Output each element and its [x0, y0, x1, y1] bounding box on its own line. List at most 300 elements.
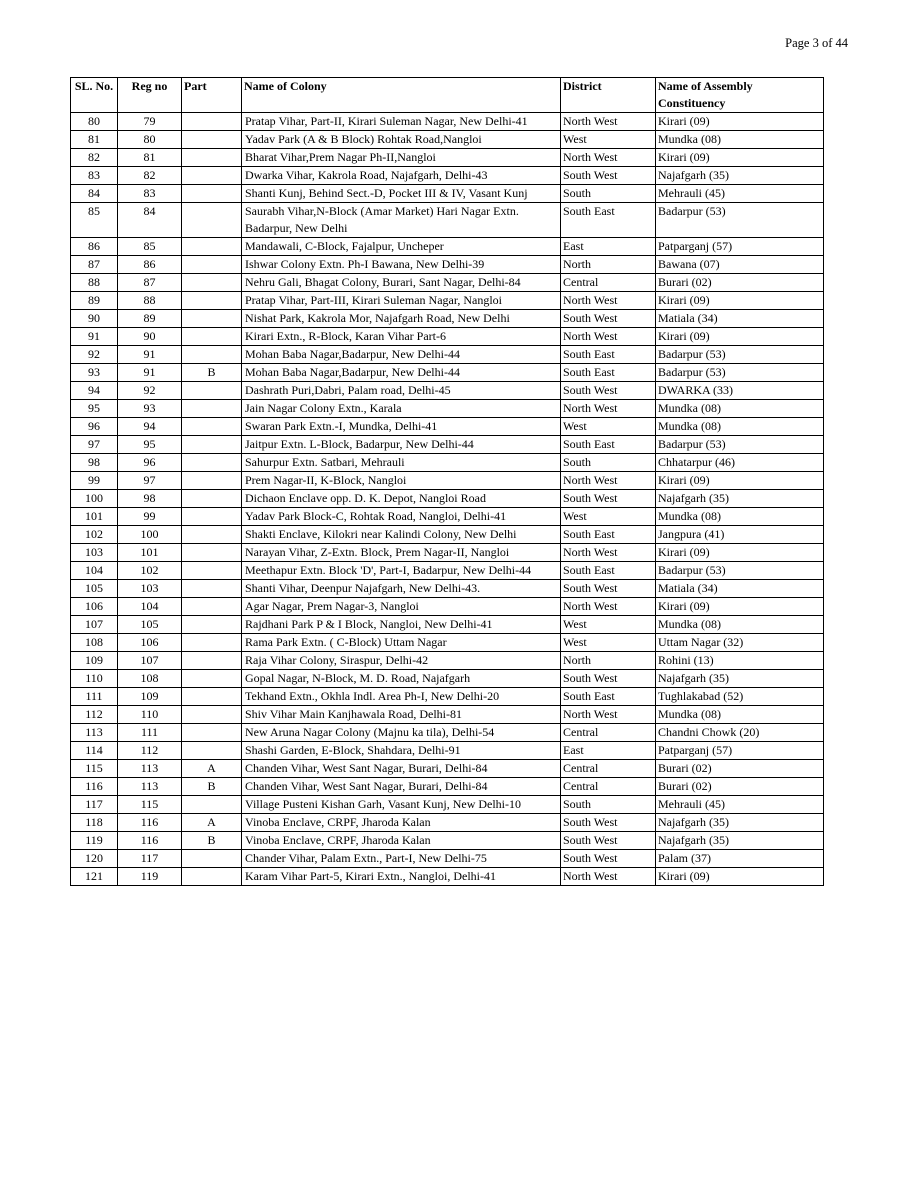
cell-sl-no: 82	[71, 149, 118, 167]
cell-sl-no: 102	[71, 526, 118, 544]
cell-sl-no: 91	[71, 328, 118, 346]
cell-reg-no: 112	[118, 742, 182, 760]
cell-sl-no: 86	[71, 238, 118, 256]
cell-colony-name: New Aruna Nagar Colony (Majnu ka tila), Delhi-54	[242, 724, 561, 742]
cell-constituency: Burari (02)	[656, 760, 824, 778]
cell-part	[182, 454, 242, 472]
cell-constituency: Najafgarh (35)	[656, 167, 824, 185]
cell-colony-name: Saurabh Vihar,N-Block (Amar Market) Hari Nagar Extn. Badarpur, New Delhi	[242, 203, 561, 238]
cell-reg-no: 86	[118, 256, 182, 274]
cell-sl-no: 105	[71, 580, 118, 598]
cell-reg-no: 115	[118, 796, 182, 814]
cell-colony-name: Kirari Extn., R-Block, Karan Vihar Part-6	[242, 328, 561, 346]
cell-sl-no: 88	[71, 274, 118, 292]
cell-constituency: Badarpur (53)	[656, 346, 824, 364]
cell-reg-no: 98	[118, 490, 182, 508]
cell-sl-no: 84	[71, 185, 118, 203]
cell-reg-no: 117	[118, 850, 182, 868]
cell-district: South West	[561, 670, 656, 688]
cell-part: A	[182, 760, 242, 778]
cell-district: North	[561, 256, 656, 274]
cell-district: West	[561, 634, 656, 652]
cell-part	[182, 256, 242, 274]
cell-part	[182, 688, 242, 706]
cell-part	[182, 167, 242, 185]
cell-district: North West	[561, 113, 656, 131]
cell-district: East	[561, 238, 656, 256]
cell-constituency: Kirari (09)	[656, 328, 824, 346]
cell-reg-no: 102	[118, 562, 182, 580]
cell-part	[182, 796, 242, 814]
cell-colony-name: Pratap Vihar, Part-III, Kirari Suleman Nagar, Nangloi	[242, 292, 561, 310]
cell-district: West	[561, 508, 656, 526]
cell-part	[182, 634, 242, 652]
cell-part	[182, 185, 242, 203]
cell-part	[182, 292, 242, 310]
cell-sl-no: 107	[71, 616, 118, 634]
cell-reg-no: 81	[118, 149, 182, 167]
cell-constituency: Rohini (13)	[656, 652, 824, 670]
cell-colony-name: Chanden Vihar, West Sant Nagar, Burari, Delhi-84	[242, 760, 561, 778]
table-row	[71, 292, 824, 310]
cell-district: Central	[561, 724, 656, 742]
cell-reg-no: 80	[118, 131, 182, 149]
cell-sl-no: 117	[71, 796, 118, 814]
table-row	[71, 131, 824, 149]
cell-constituency: Najafgarh (35)	[656, 832, 824, 850]
cell-reg-no: 90	[118, 328, 182, 346]
table-row	[71, 436, 824, 454]
cell-sl-no: 98	[71, 454, 118, 472]
table-row	[71, 652, 824, 670]
cell-reg-no: 79	[118, 113, 182, 131]
cell-colony-name: Jaitpur Extn. L-Block, Badarpur, New Delhi-44	[242, 436, 561, 454]
cell-district: South West	[561, 382, 656, 400]
cell-district: Central	[561, 778, 656, 796]
cell-district: North West	[561, 292, 656, 310]
table-row	[71, 472, 824, 490]
table-row	[71, 203, 824, 238]
cell-part	[182, 400, 242, 418]
table-row	[71, 688, 824, 706]
cell-part	[182, 706, 242, 724]
cell-district: East	[561, 742, 656, 760]
cell-reg-no: 110	[118, 706, 182, 724]
cell-sl-no: 115	[71, 760, 118, 778]
cell-colony-name: Dichaon Enclave opp. D. K. Depot, Nangloi Road	[242, 490, 561, 508]
cell-colony-name: Swaran Park Extn.-I, Mundka, Delhi-41	[242, 418, 561, 436]
cell-reg-no: 111	[118, 724, 182, 742]
cell-district: South East	[561, 203, 656, 238]
cell-reg-no: 91	[118, 364, 182, 382]
cell-district: West	[561, 616, 656, 634]
cell-part	[182, 346, 242, 364]
cell-district: South West	[561, 580, 656, 598]
table-row	[71, 508, 824, 526]
cell-reg-no: 97	[118, 472, 182, 490]
cell-colony-name: Rama Park Extn. ( C-Block) Uttam Nagar	[242, 634, 561, 652]
cell-sl-no: 103	[71, 544, 118, 562]
cell-constituency: Badarpur (53)	[656, 203, 824, 238]
cell-reg-no: 92	[118, 382, 182, 400]
cell-colony-name: Jain Nagar Colony Extn., Karala	[242, 400, 561, 418]
cell-sl-no: 106	[71, 598, 118, 616]
cell-district: South East	[561, 688, 656, 706]
table-row	[71, 490, 824, 508]
cell-part: B	[182, 778, 242, 796]
cell-part	[182, 544, 242, 562]
cell-sl-no: 81	[71, 131, 118, 149]
cell-sl-no: 95	[71, 400, 118, 418]
cell-reg-no: 83	[118, 185, 182, 203]
header-colony-name: Name of Colony	[242, 78, 561, 113]
header-constituency: Name of Assembly Constituency	[656, 78, 824, 113]
table-body	[71, 113, 824, 886]
cell-district: South West	[561, 167, 656, 185]
cell-part	[182, 203, 242, 238]
cell-part	[182, 742, 242, 760]
cell-constituency: Mehrauli (45)	[656, 796, 824, 814]
cell-colony-name: Sahurpur Extn. Satbari, Mehrauli	[242, 454, 561, 472]
cell-colony-name: Raja Vihar Colony, Siraspur, Delhi-42	[242, 652, 561, 670]
table-row	[71, 706, 824, 724]
table-row	[71, 832, 824, 850]
cell-colony-name: Shanti Vihar, Deenpur Najafgarh, New Delhi-43.	[242, 580, 561, 598]
cell-sl-no: 96	[71, 418, 118, 436]
cell-part	[182, 508, 242, 526]
cell-constituency: Mundka (08)	[656, 616, 824, 634]
cell-district: North West	[561, 598, 656, 616]
cell-colony-name: Gopal Nagar, N-Block, M. D. Road, Najafgarh	[242, 670, 561, 688]
cell-reg-no: 105	[118, 616, 182, 634]
cell-district: South West	[561, 832, 656, 850]
cell-constituency: Kirari (09)	[656, 292, 824, 310]
cell-part	[182, 274, 242, 292]
cell-part: B	[182, 364, 242, 382]
cell-colony-name: Vinoba Enclave, CRPF, Jharoda Kalan	[242, 832, 561, 850]
cell-part	[182, 616, 242, 634]
cell-district: North West	[561, 544, 656, 562]
table-row	[71, 149, 824, 167]
cell-district: South East	[561, 526, 656, 544]
cell-constituency: Kirari (09)	[656, 868, 824, 886]
cell-sl-no: 90	[71, 310, 118, 328]
cell-reg-no: 84	[118, 203, 182, 238]
cell-colony-name: Vinoba Enclave, CRPF, Jharoda Kalan	[242, 814, 561, 832]
table-row	[71, 418, 824, 436]
cell-colony-name: Prem Nagar-II, K-Block, Nangloi	[242, 472, 561, 490]
cell-colony-name: Nehru Gali, Bhagat Colony, Burari, Sant Nagar, Delhi-84	[242, 274, 561, 292]
cell-constituency: Matiala (34)	[656, 310, 824, 328]
cell-district: North West	[561, 328, 656, 346]
cell-part	[182, 670, 242, 688]
cell-district: South	[561, 796, 656, 814]
cell-colony-name: Yadav Park (A & B Block) Rohtak Road,Nangloi	[242, 131, 561, 149]
table-row	[71, 256, 824, 274]
cell-colony-name: Yadav Park Block-C, Rohtak Road, Nangloi, Delhi-41	[242, 508, 561, 526]
cell-colony-name: Rajdhani Park P & I Block, Nangloi, New Delhi-41	[242, 616, 561, 634]
cell-part	[182, 382, 242, 400]
cell-sl-no: 92	[71, 346, 118, 364]
cell-constituency: Kirari (09)	[656, 544, 824, 562]
cell-sl-no: 100	[71, 490, 118, 508]
table-row	[71, 868, 824, 886]
table-row	[71, 814, 824, 832]
table-header-row	[71, 78, 824, 113]
cell-reg-no: 106	[118, 634, 182, 652]
table-row	[71, 796, 824, 814]
cell-sl-no: 89	[71, 292, 118, 310]
cell-district: North West	[561, 400, 656, 418]
cell-colony-name: Bharat Vihar,Prem Nagar Ph-II,Nangloi	[242, 149, 561, 167]
cell-part	[182, 526, 242, 544]
cell-sl-no: 119	[71, 832, 118, 850]
cell-constituency: Jangpura (41)	[656, 526, 824, 544]
table-row	[71, 778, 824, 796]
cell-part: A	[182, 814, 242, 832]
cell-district: Central	[561, 760, 656, 778]
cell-part	[182, 131, 242, 149]
cell-reg-no: 116	[118, 814, 182, 832]
cell-colony-name: Mohan Baba Nagar,Badarpur, New Delhi-44	[242, 364, 561, 382]
cell-part	[182, 149, 242, 167]
cell-reg-no: 88	[118, 292, 182, 310]
cell-part	[182, 490, 242, 508]
header-part: Part	[182, 78, 242, 113]
cell-part	[182, 580, 242, 598]
cell-constituency: Chandni Chowk (20)	[656, 724, 824, 742]
table-row	[71, 454, 824, 472]
cell-part	[182, 562, 242, 580]
cell-district: South	[561, 454, 656, 472]
cell-sl-no: 83	[71, 167, 118, 185]
cell-colony-name: Dashrath Puri,Dabri, Palam road, Delhi-45	[242, 382, 561, 400]
cell-colony-name: Chander Vihar, Palam Extn., Part-I, New Delhi-75	[242, 850, 561, 868]
header-reg-no: Reg no	[118, 78, 182, 113]
cell-part	[182, 850, 242, 868]
cell-constituency: Matiala (34)	[656, 580, 824, 598]
table-row	[71, 544, 824, 562]
table-row	[71, 526, 824, 544]
cell-sl-no: 87	[71, 256, 118, 274]
cell-reg-no: 109	[118, 688, 182, 706]
cell-reg-no: 101	[118, 544, 182, 562]
cell-sl-no: 114	[71, 742, 118, 760]
cell-part	[182, 310, 242, 328]
cell-constituency: Badarpur (53)	[656, 364, 824, 382]
cell-constituency: Kirari (09)	[656, 598, 824, 616]
cell-colony-name: Pratap Vihar, Part-II, Kirari Suleman Nagar, New Delhi-41	[242, 113, 561, 131]
cell-reg-no: 87	[118, 274, 182, 292]
cell-district: South	[561, 185, 656, 203]
cell-part	[182, 868, 242, 886]
cell-sl-no: 109	[71, 652, 118, 670]
cell-sl-no: 101	[71, 508, 118, 526]
cell-constituency: Patparganj (57)	[656, 238, 824, 256]
cell-constituency: Bawana (07)	[656, 256, 824, 274]
cell-reg-no: 93	[118, 400, 182, 418]
cell-district: South West	[561, 310, 656, 328]
cell-colony-name: Shakti Enclave, Kilokri near Kalindi Colony, New Delhi	[242, 526, 561, 544]
table-row	[71, 760, 824, 778]
table-row	[71, 364, 824, 382]
cell-part	[182, 724, 242, 742]
cell-reg-no: 96	[118, 454, 182, 472]
cell-sl-no: 104	[71, 562, 118, 580]
cell-district: North West	[561, 149, 656, 167]
cell-reg-no: 100	[118, 526, 182, 544]
cell-colony-name: Mohan Baba Nagar,Badarpur, New Delhi-44	[242, 346, 561, 364]
cell-part	[182, 113, 242, 131]
cell-constituency: DWARKA (33)	[656, 382, 824, 400]
cell-colony-name: Mandawali, C-Block, Fajalpur, Uncheper	[242, 238, 561, 256]
cell-constituency: Patparganj (57)	[656, 742, 824, 760]
cell-district: North West	[561, 472, 656, 490]
header-sl-no: SL. No.	[71, 78, 118, 113]
table-row	[71, 562, 824, 580]
table-row	[71, 310, 824, 328]
cell-sl-no: 80	[71, 113, 118, 131]
cell-reg-no: 91	[118, 346, 182, 364]
cell-district: North West	[561, 706, 656, 724]
cell-sl-no: 94	[71, 382, 118, 400]
cell-constituency: Tughlakabad (52)	[656, 688, 824, 706]
table-row	[71, 616, 824, 634]
cell-part	[182, 598, 242, 616]
cell-constituency: Kirari (09)	[656, 472, 824, 490]
cell-sl-no: 97	[71, 436, 118, 454]
cell-sl-no: 85	[71, 203, 118, 238]
cell-part	[182, 238, 242, 256]
cell-sl-no: 111	[71, 688, 118, 706]
cell-colony-name: Karam Vihar Part-5, Kirari Extn., Nangloi, Delhi-41	[242, 868, 561, 886]
cell-part	[182, 328, 242, 346]
table-row	[71, 400, 824, 418]
cell-district: South East	[561, 346, 656, 364]
cell-sl-no: 112	[71, 706, 118, 724]
cell-constituency: Kirari (09)	[656, 149, 824, 167]
cell-reg-no: 113	[118, 760, 182, 778]
cell-district: South West	[561, 490, 656, 508]
cell-reg-no: 103	[118, 580, 182, 598]
header-district: District	[561, 78, 656, 113]
page-number: Page 3 of 44	[785, 36, 848, 50]
cell-district: West	[561, 131, 656, 149]
cell-district: West	[561, 418, 656, 436]
cell-constituency: Burari (02)	[656, 778, 824, 796]
cell-colony-name: Shiv Vihar Main Kanjhawala Road, Delhi-81	[242, 706, 561, 724]
cell-reg-no: 94	[118, 418, 182, 436]
table-row	[71, 346, 824, 364]
cell-reg-no: 116	[118, 832, 182, 850]
cell-sl-no: 121	[71, 868, 118, 886]
cell-constituency: Mehrauli (45)	[656, 185, 824, 203]
table-row	[71, 670, 824, 688]
table-row	[71, 185, 824, 203]
cell-constituency: Kirari (09)	[656, 113, 824, 131]
table-row	[71, 724, 824, 742]
cell-reg-no: 113	[118, 778, 182, 796]
cell-sl-no: 120	[71, 850, 118, 868]
cell-colony-name: Ishwar Colony Extn. Ph-I Bawana, New Delhi-39	[242, 256, 561, 274]
table-row	[71, 742, 824, 760]
cell-constituency: Chhatarpur (46)	[656, 454, 824, 472]
cell-constituency: Palam (37)	[656, 850, 824, 868]
cell-constituency: Najafgarh (35)	[656, 814, 824, 832]
cell-sl-no: 118	[71, 814, 118, 832]
cell-part	[182, 418, 242, 436]
table-row	[71, 167, 824, 185]
cell-part: B	[182, 832, 242, 850]
cell-reg-no: 99	[118, 508, 182, 526]
cell-reg-no: 89	[118, 310, 182, 328]
cell-colony-name: Shashi Garden, E-Block, Shahdara, Delhi-91	[242, 742, 561, 760]
cell-colony-name: Agar Nagar, Prem Nagar-3, Nangloi	[242, 598, 561, 616]
cell-district: South West	[561, 850, 656, 868]
table-row	[71, 850, 824, 868]
cell-colony-name: Dwarka Vihar, Kakrola Road, Najafgarh, Delhi-43	[242, 167, 561, 185]
table-row	[71, 634, 824, 652]
cell-colony-name: Narayan Vihar, Z-Extn. Block, Prem Nagar-II, Nangloi	[242, 544, 561, 562]
cell-constituency: Najafgarh (35)	[656, 490, 824, 508]
cell-colony-name: Meethapur Extn. Block 'D', Part-I, Badarpur, New Delhi-44	[242, 562, 561, 580]
cell-sl-no: 93	[71, 364, 118, 382]
cell-reg-no: 82	[118, 167, 182, 185]
table-row	[71, 580, 824, 598]
cell-colony-name: Tekhand Extn., Okhla Indl. Area Ph-I, New Delhi-20	[242, 688, 561, 706]
cell-constituency: Mundka (08)	[656, 508, 824, 526]
table-row	[71, 113, 824, 131]
cell-reg-no: 107	[118, 652, 182, 670]
cell-sl-no: 99	[71, 472, 118, 490]
cell-colony-name: Chanden Vihar, West Sant Nagar, Burari, Delhi-84	[242, 778, 561, 796]
cell-reg-no: 108	[118, 670, 182, 688]
cell-reg-no: 95	[118, 436, 182, 454]
cell-constituency: Burari (02)	[656, 274, 824, 292]
cell-district: North	[561, 652, 656, 670]
cell-sl-no: 113	[71, 724, 118, 742]
cell-district: Central	[561, 274, 656, 292]
cell-reg-no: 119	[118, 868, 182, 886]
cell-reg-no: 85	[118, 238, 182, 256]
cell-district: South East	[561, 562, 656, 580]
table-row	[71, 598, 824, 616]
cell-constituency: Mundka (08)	[656, 131, 824, 149]
cell-part	[182, 652, 242, 670]
cell-reg-no: 104	[118, 598, 182, 616]
cell-colony-name: Shanti Kunj, Behind Sect.-D, Pocket III & IV, Vasant Kunj	[242, 185, 561, 203]
cell-district: South East	[561, 364, 656, 382]
cell-part	[182, 436, 242, 454]
cell-constituency: Mundka (08)	[656, 706, 824, 724]
cell-district: South East	[561, 436, 656, 454]
cell-district: South West	[561, 814, 656, 832]
table-row	[71, 238, 824, 256]
cell-part	[182, 472, 242, 490]
colony-table	[70, 77, 824, 886]
cell-sl-no: 108	[71, 634, 118, 652]
cell-constituency: Uttam Nagar (32)	[656, 634, 824, 652]
table-row	[71, 382, 824, 400]
table-row	[71, 328, 824, 346]
cell-constituency: Mundka (08)	[656, 418, 824, 436]
cell-sl-no: 116	[71, 778, 118, 796]
cell-constituency: Mundka (08)	[656, 400, 824, 418]
cell-district: North West	[561, 868, 656, 886]
cell-constituency: Najafgarh (35)	[656, 670, 824, 688]
cell-colony-name: Village Pusteni Kishan Garh, Vasant Kunj, New Delhi-10	[242, 796, 561, 814]
table-row	[71, 274, 824, 292]
